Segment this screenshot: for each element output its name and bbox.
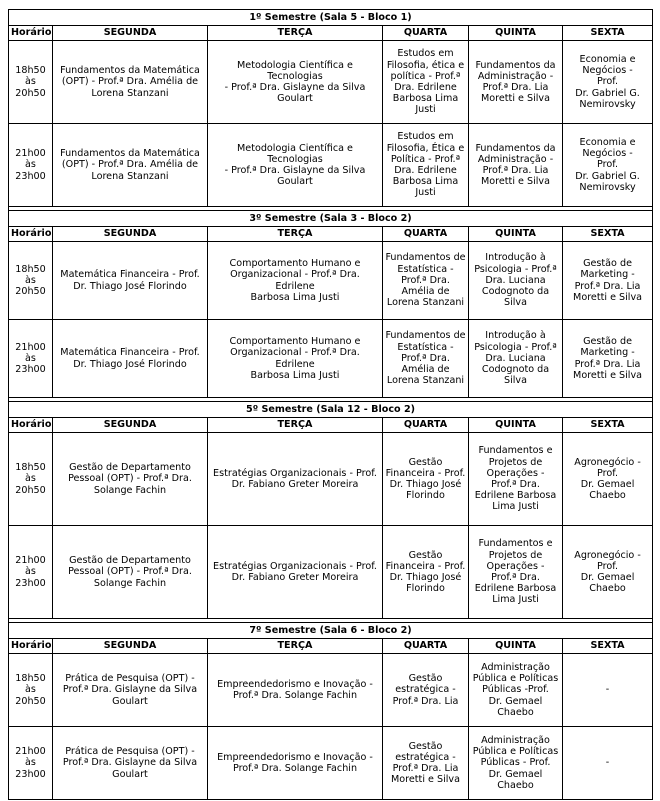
time-line: 20h50: [15, 87, 46, 99]
course-cell-segunda: [53, 727, 208, 800]
course-text-line: Fundamentos de: [385, 252, 466, 264]
course-cell-quinta: [469, 654, 563, 727]
course-cell-quinta: [469, 242, 563, 320]
column-header-terca: TERÇA: [208, 227, 383, 242]
course-text-line: Empreendedorismo e Inovação -: [217, 751, 373, 763]
course-text-line: Prática de Pesquisa (OPT) -: [65, 673, 195, 685]
course-text-line: Edrilene Barbosa: [474, 583, 557, 595]
course-text-line: Filosofia, Ética e: [386, 142, 465, 154]
time-line: 20h50: [15, 484, 46, 496]
course-text-line: estratégica -: [395, 751, 456, 763]
course-text-line: Gestão: [408, 740, 443, 752]
semester-title: 3º Semestre (Sala 3 - Bloco 2): [9, 211, 653, 227]
course-text-line: Silva: [504, 297, 527, 309]
column-header-quarta: QUARTA: [383, 639, 469, 654]
course-text-line: Lorena Stanzani: [91, 170, 169, 182]
course-text-line: Chaebo: [589, 583, 626, 595]
time-slot-cell: [9, 242, 53, 320]
course-cell-quarta: [383, 526, 469, 619]
time-line: às: [25, 566, 36, 578]
course-text-line: Prof.ª Dra. Lia: [574, 358, 641, 370]
course-text-line: Prof.: [597, 76, 618, 88]
course-text-line: Públicas - Prof.: [480, 757, 551, 769]
course-text-line: Gestão de Departamento: [69, 555, 191, 567]
course-text-line: Operações -: [486, 467, 545, 479]
course-text-line: Gestão de: [583, 336, 632, 348]
course-text-line: - Prof.ª Dra. Gislayne da Silva Goulart: [224, 82, 366, 105]
course-text-line: Dra. Luciana: [485, 352, 546, 364]
course-text-line: Marketing -: [580, 347, 635, 359]
course-text-line: Fundamentos da Matemática: [60, 65, 200, 77]
semester-title-row: [9, 402, 653, 418]
column-header-sexta: SEXTA: [563, 26, 653, 41]
course-cell-terca: [208, 526, 383, 619]
course-text-line: Estatística -: [397, 341, 454, 353]
course-cell-segunda: [53, 124, 208, 207]
course-text-line: Fundamentos da Matemática: [60, 148, 200, 160]
course-text-line: Administração: [481, 734, 550, 746]
course-text-line: Florindo: [406, 490, 445, 502]
time-line: 18h50: [15, 462, 46, 474]
course-text-line: Matemática Financeira - Prof.: [60, 347, 200, 359]
course-text-line: Fundamentos da: [475, 142, 556, 154]
course-text-line: Agronegócio -: [574, 456, 641, 468]
course-text-line: Psicologia - Prof.ª: [474, 263, 557, 275]
course-text-line: Prof.ª Dra.: [401, 274, 450, 286]
column-header-segunda: SEGUNDA: [53, 639, 208, 654]
course-text-line: Dr. Gemael: [488, 768, 543, 780]
course-cell-terca: [208, 727, 383, 800]
course-cell-terca: [208, 654, 383, 727]
time-line: 23h00: [15, 170, 46, 182]
semester-title: 1º Semestre (Sala 5 - Bloco 1): [9, 10, 653, 26]
column-header-terca: TERÇA: [208, 418, 383, 433]
course-text-line: Administração -: [477, 153, 554, 165]
time-line: 23h00: [15, 768, 46, 780]
time-line: às: [25, 757, 36, 769]
course-cell-quinta: [469, 124, 563, 207]
course-text-line: Nemirovsky: [579, 181, 636, 193]
course-text-line: Projetos de: [488, 549, 543, 561]
course-cell-terca: [208, 242, 383, 320]
course-cell-quinta: [469, 727, 563, 800]
course-text-line: Fundamentos de: [385, 330, 466, 342]
column-header-quinta: QUINTA: [469, 227, 563, 242]
course-text-line: Amélia de: [401, 286, 450, 298]
column-header-row: [9, 639, 653, 654]
course-text-line: Goulart: [112, 768, 148, 780]
course-text-line: Dr. Thiago José: [389, 479, 462, 490]
course-text-line: Prof.ª Dra. Lia: [574, 280, 641, 292]
course-text-line: Prof.: [597, 467, 618, 479]
course-text-line: Dr. Fabiano Greter Moreira: [231, 479, 359, 490]
course-text-line: Estudos em: [397, 48, 454, 60]
course-text-line: Gestão de: [583, 258, 632, 270]
course-text-line: Organizacional - Prof.ª Dra. Edrilene: [230, 347, 360, 370]
column-header-sexta: SEXTA: [563, 418, 653, 433]
course-cell-quinta: [469, 526, 563, 619]
time-line: 21h00: [15, 746, 46, 758]
course-text-line: Gestão: [408, 456, 443, 468]
course-text-line: Justi: [415, 104, 436, 116]
time-line: 20h50: [15, 695, 46, 707]
column-header-segunda: SEGUNDA: [53, 26, 208, 41]
course-text-line: Dr. Gemael: [488, 695, 543, 707]
course-text-line: Prof.ª Dra. Gislayne da Silva: [62, 684, 198, 696]
course-cell-quarta: [383, 433, 469, 526]
time-slot-cell: [9, 526, 53, 619]
time-line: 21h00: [15, 341, 46, 353]
time-line: 18h50: [15, 263, 46, 275]
column-header-sexta: SEXTA: [563, 227, 653, 242]
course-text-line: Edrilene Barbosa: [474, 490, 557, 502]
column-header-segunda: SEGUNDA: [53, 418, 208, 433]
column-header-time: Horário: [9, 418, 53, 433]
course-text-line: Estudos em: [397, 131, 454, 143]
course-text-line: política - Prof.ª: [390, 70, 461, 82]
course-text-line: Empreendedorismo e Inovação -: [217, 678, 373, 690]
course-text-line: Chaebo: [497, 706, 534, 718]
time-line: às: [25, 352, 36, 364]
course-text-line: Barbosa Lima Justi: [250, 291, 340, 303]
course-text-line: Codognoto da: [481, 286, 550, 298]
column-header-quarta: QUARTA: [383, 26, 469, 41]
course-text-line: Amélia de: [401, 364, 450, 376]
course-text-line: Metodologia Científica e Tecnologias: [237, 59, 353, 82]
course-text-line: Goulart: [112, 695, 148, 707]
course-cell-terca: [208, 433, 383, 526]
class-schedule-table: [8, 9, 653, 800]
course-text-line: (OPT) - Prof.ª Dra. Amélia de: [61, 159, 199, 171]
column-header-quarta: QUARTA: [383, 227, 469, 242]
course-text-line: Projetos de: [488, 456, 543, 468]
course-text-line: Codognoto da: [481, 364, 550, 376]
class-slot-row: [9, 242, 653, 320]
course-text-line: Gestão: [408, 549, 443, 561]
time-slot-cell: [9, 654, 53, 727]
course-cell-segunda: [53, 320, 208, 398]
course-text-line: Metodologia Científica e Tecnologias: [237, 142, 353, 165]
course-text-line: Administração -: [477, 70, 554, 82]
course-text-line: Prof.ª Dra. Solange Fachin: [232, 763, 358, 774]
time-line: às: [25, 473, 36, 485]
course-cell-quarta: [383, 41, 469, 124]
class-slot-row: [9, 41, 653, 124]
time-line: às: [25, 76, 36, 88]
course-text-line: Moretti e Silva: [573, 369, 642, 381]
course-text-line: Comportamento Humano e: [229, 336, 361, 348]
course-text-line: Fundamentos da: [475, 59, 556, 71]
time-line: às: [25, 274, 36, 286]
column-header-quinta: QUINTA: [469, 418, 563, 433]
time-line: 21h00: [15, 148, 46, 160]
course-text-line: Solange Fachin: [93, 577, 167, 589]
time-line: 21h00: [15, 555, 46, 567]
course-text-line: Estratégias Organizacionais - Prof.: [213, 467, 377, 479]
column-header-time: Horário: [9, 639, 53, 654]
course-text-line: Prof.ª Dra. Lia: [392, 763, 459, 774]
course-text-line: Pública e Políticas: [472, 746, 559, 758]
course-text-line: Dr. Gemael: [580, 479, 635, 490]
cropped-header-text: [150, 0, 530, 6]
time-line: às: [25, 684, 36, 696]
course-text-line: Dr. Fabiano Greter Moreira: [231, 572, 359, 583]
course-text-line: Prof.ª Dra. Gislayne da Silva: [62, 757, 198, 769]
course-cell-segunda: [53, 654, 208, 727]
course-cell-terca: [208, 124, 383, 207]
column-header-terca: TERÇA: [208, 26, 383, 41]
course-cell-sexta: [563, 654, 653, 727]
course-text-line: Financeira - Prof.: [385, 560, 466, 572]
course-text-line: Moretti e Silva: [391, 774, 460, 786]
course-text-line: Lorena Stanzani: [386, 297, 465, 309]
time-line: às: [25, 159, 36, 171]
course-cell-quinta: [469, 433, 563, 526]
column-header-time: Horário: [9, 26, 53, 41]
course-cell-quarta: [383, 242, 469, 320]
column-header-terca: TERÇA: [208, 639, 383, 654]
time-line: 23h00: [15, 364, 46, 376]
course-text-line: Matemática Financeira - Prof.: [60, 269, 200, 281]
course-cell-sexta: [563, 727, 653, 800]
course-text-line: Moretti e Silva: [481, 176, 550, 188]
course-text-line: Estratégias Organizacionais - Prof.: [213, 560, 377, 572]
time-line: 18h50: [15, 673, 46, 685]
course-cell-sexta: [563, 41, 653, 124]
column-header-time: Horário: [9, 227, 53, 242]
course-text-line: Prof.ª Dra. Lia: [482, 165, 549, 176]
course-text-line: Prof.ª Dra.: [491, 572, 540, 583]
course-cell-quarta: [383, 727, 469, 800]
time-slot-cell: [9, 124, 53, 207]
course-text-line: Pública e Políticas: [472, 673, 559, 685]
column-header-quinta: QUINTA: [469, 639, 563, 654]
course-text-line: Estatística -: [397, 263, 454, 275]
course-cell-sexta: [563, 242, 653, 320]
column-header-quarta: QUARTA: [383, 418, 469, 433]
course-text-line: Lima Justi: [492, 594, 539, 606]
course-text-line: Públicas -Prof.: [482, 684, 549, 696]
course-text-line: Filosofia, ética e: [386, 59, 465, 71]
course-text-line: Política - Prof.ª: [390, 153, 461, 165]
course-text-line: Pessoal (OPT) - Prof.ª Dra.: [68, 473, 192, 485]
course-text-line: Economia e: [579, 53, 636, 65]
course-text-line: Comportamento Humano e: [229, 258, 361, 270]
course-text-line: Agronegócio -: [574, 549, 641, 561]
time-line: 18h50: [15, 65, 46, 77]
course-cell-sexta: [563, 526, 653, 619]
course-text-line: Dra. Edrilene: [394, 165, 457, 176]
course-cell-quarta: [383, 654, 469, 727]
course-text-line: Fundamentos e: [478, 538, 553, 550]
course-cell-quarta: [383, 320, 469, 398]
course-text-line: - Prof.ª Dra. Gislayne da Silva Goulart: [224, 165, 366, 188]
course-text-line: Nemirovsky: [579, 98, 636, 110]
semester-title-row: [9, 10, 653, 26]
time-slot-cell: [9, 320, 53, 398]
course-text-line: (OPT) - Prof.ª Dra. Amélia de: [61, 76, 199, 88]
course-text-line: Negócios -: [582, 148, 633, 160]
course-text-line: Introdução à: [485, 252, 546, 264]
column-header-sexta: SEXTA: [563, 639, 653, 654]
course-text-line: Barbosa Lima Justi: [250, 369, 340, 381]
course-cell-segunda: [53, 41, 208, 124]
time-slot-cell: [9, 41, 53, 124]
column-header-quinta: QUINTA: [469, 26, 563, 41]
course-text-line: Florindo: [406, 583, 445, 595]
course-text-line: Prof.ª Dra. Solange Fachin: [232, 690, 358, 701]
time-line: 20h50: [15, 286, 46, 298]
course-text-line: Dr. Gemael: [580, 572, 635, 583]
course-text-line: Barbosa Lima: [392, 93, 459, 105]
course-text-line: Prática de Pesquisa (OPT) -: [65, 746, 195, 758]
course-cell-terca: [208, 320, 383, 398]
course-text-line: Prof.ª Dra. Lia: [482, 82, 549, 93]
course-cell-sexta: [563, 320, 653, 398]
course-text-line: Silva: [504, 375, 527, 387]
course-cell-quarta: [383, 124, 469, 207]
course-cell-segunda: [53, 242, 208, 320]
semester-title-row: [9, 211, 653, 227]
course-cell-terca: [208, 41, 383, 124]
course-text-line: Moretti e Silva: [481, 93, 550, 105]
course-text-line: Negócios -: [582, 65, 633, 77]
class-slot-row: [9, 124, 653, 207]
course-cell-segunda: [53, 526, 208, 619]
time-slot-cell: [9, 433, 53, 526]
column-header-row: [9, 227, 653, 242]
course-text-line: Pessoal (OPT) - Prof.ª Dra.: [68, 566, 192, 578]
course-text-line: Gestão de Departamento: [69, 462, 191, 474]
course-cell-segunda: [53, 433, 208, 526]
course-text-line: Introdução à: [485, 330, 546, 342]
column-header-segunda: SEGUNDA: [53, 227, 208, 242]
course-text-line: Marketing -: [580, 269, 635, 281]
course-text-line: Prof.: [597, 560, 618, 572]
course-text-line: Dr. Gabriel G.: [575, 170, 640, 182]
course-text-line: Administração: [481, 661, 550, 673]
course-text-line: Economia e: [579, 136, 636, 148]
course-cell-quinta: [469, 320, 563, 398]
class-slot-row: [9, 320, 653, 398]
course-text-line: Lima Justi: [492, 501, 539, 513]
course-text-line: Prof.ª Dra.: [491, 479, 540, 490]
column-header-row: [9, 418, 653, 433]
course-text-line: Justi: [415, 187, 436, 199]
course-text-line: Operações -: [486, 560, 545, 572]
course-text-line: -: [605, 684, 610, 696]
course-text-line: Prof.: [597, 159, 618, 171]
time-line: 23h00: [15, 577, 46, 589]
course-cell-quinta: [469, 41, 563, 124]
course-text-line: Dr. Thiago José Florindo: [73, 358, 187, 370]
course-text-line: Lorena Stanzani: [91, 87, 169, 99]
course-text-line: Moretti e Silva: [573, 291, 642, 303]
course-text-line: Dr. Thiago José: [389, 572, 462, 583]
semester-title: 7º Semestre (Sala 6 - Bloco 2): [9, 623, 653, 639]
course-text-line: Solange Fachin: [93, 484, 167, 496]
course-text-line: Dra. Edrilene: [394, 82, 457, 93]
course-text-line: Dr. Gabriel G.: [575, 87, 640, 99]
class-slot-row: [9, 654, 653, 727]
column-header-row: [9, 26, 653, 41]
course-cell-sexta: [563, 433, 653, 526]
course-text-line: Financeira - Prof.: [385, 467, 466, 479]
course-text-line: Dr. Thiago José Florindo: [73, 280, 187, 292]
schedule-body: [9, 10, 653, 800]
semester-title-row: [9, 623, 653, 639]
course-text-line: -: [605, 757, 610, 769]
course-text-line: Fundamentos e: [478, 445, 553, 457]
course-text-line: Chaebo: [589, 490, 626, 502]
time-slot-cell: [9, 727, 53, 800]
class-slot-row: [9, 526, 653, 619]
course-text-line: estratégica -: [395, 684, 456, 696]
course-cell-sexta: [563, 124, 653, 207]
course-text-line: Lorena Stanzani: [386, 375, 465, 387]
course-text-line: Prof.ª Dra.: [401, 352, 450, 364]
course-text-line: Dra. Luciana: [485, 274, 546, 286]
course-text-line: Organizacional - Prof.ª Dra. Edrilene: [230, 269, 360, 292]
course-text-line: Psicologia - Prof.ª: [474, 341, 557, 353]
course-text-line: Chaebo: [497, 779, 534, 791]
class-slot-row: [9, 727, 653, 800]
class-slot-row: [9, 433, 653, 526]
course-text-line: Gestão: [408, 673, 443, 685]
course-text-line: Prof.ª Dra. Lia: [392, 695, 459, 707]
course-text-line: Barbosa Lima: [392, 176, 459, 188]
semester-title: 5º Semestre (Sala 12 - Bloco 2): [9, 402, 653, 418]
